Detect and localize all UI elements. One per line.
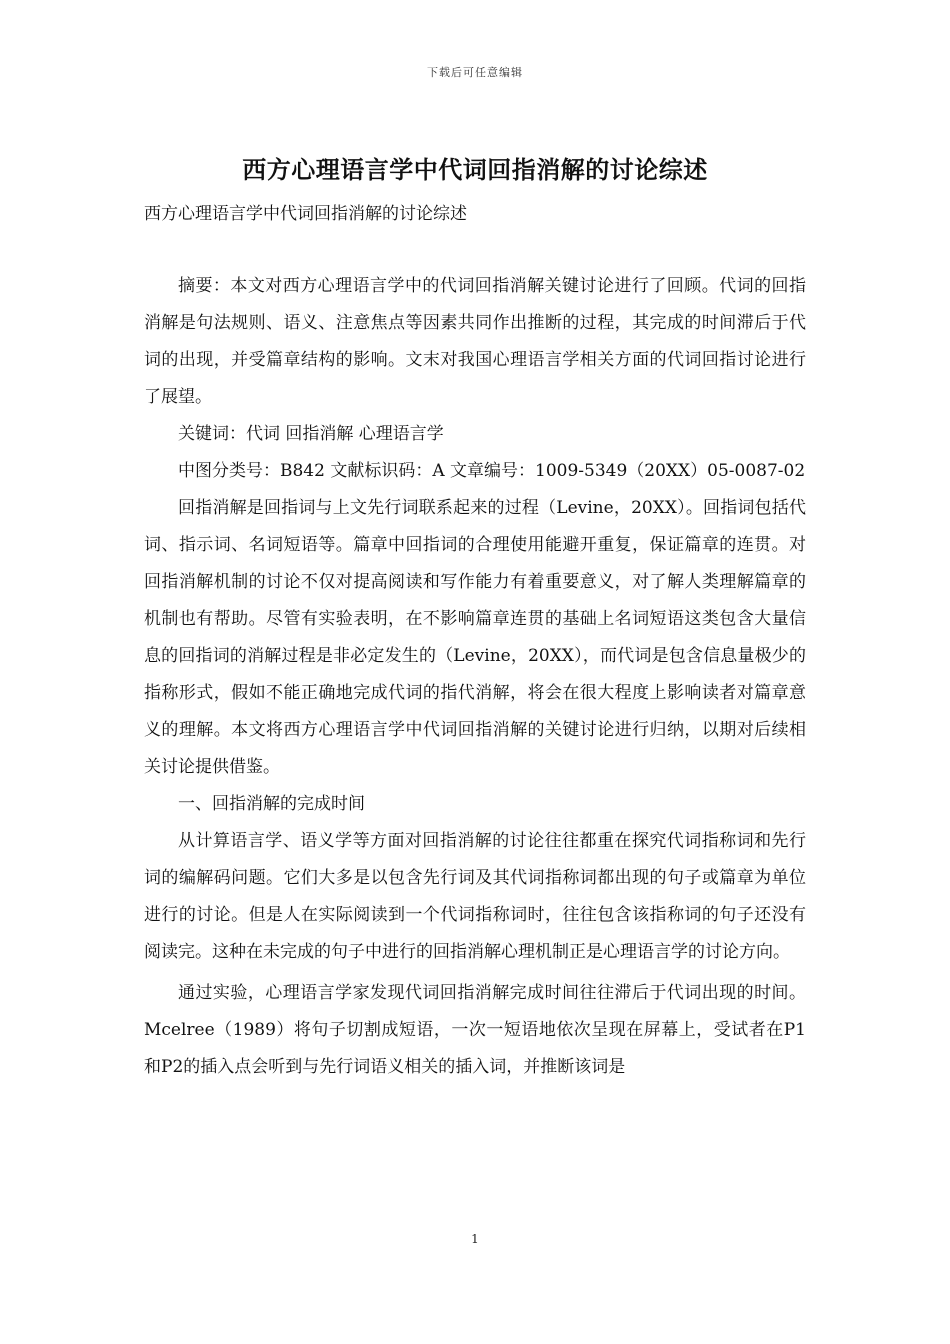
- document-title: 西方心理语言学中代词回指消解的讨论综述: [242, 155, 708, 184]
- header-note: 下载后可任意编辑: [427, 66, 523, 79]
- section-heading: 一、回指消解的完成时间: [178, 794, 365, 814]
- page-number: 1: [471, 1232, 479, 1246]
- intro-paragraph: 回指消解是回指词与上文先行词联系起来的过程（Levine，20XX）。回指词包括代词、指示词、名词短语等。篇章中回指词的合理使用能避开重复，保证篇章的连贯。对回指消解机制的讨论不仅对提高阅读和写作能力有着重要意义，对了解人类理解篇章的机制也有帮助。尽管有实验表明，在不影响篇章连贯的基础上名词短语这类包含大量信息的回指词的消解过程是非必定发生的（Levine，20XX），而代词是包含信息量极少的指称形式，假如不能正确地完成代词的指代消解，将会在很大程度上影响读者对篇章意义的理解。本文将西方心理语言学中代词回指消解的关键讨论进行归纳，以期对后续相关讨论提供借鉴。: [144, 498, 806, 777]
- keywords-line: 关键词：代词 回指消解 心理语言学: [178, 424, 444, 444]
- classification-line: 中图分类号：B842 文献标识码：A 文章编号：1009-5349（20XX）05-0087-02: [178, 461, 806, 481]
- document-subtitle: 西方心理语言学中代词回指消解的讨论综述: [144, 204, 467, 224]
- body-paragraph: 从计算语言学、语义学等方面对回指消解的讨论往往都重在探究代词指称词和先行词的编解码问题。它们大多是以包含先行词及其代词指称词都出现的句子或篇章为单位进行的讨论。但是人在实际阅读到一个代词指称词时，往往包含该指称词的句子还没有阅读完。这种在未完成的句子中进行的回指消解心理机制正是心理语言学的讨论方向。: [144, 831, 806, 962]
- document-body: [144, 268, 806, 1086]
- abstract-paragraph: 摘要：本文对西方心理语言学中的代词回指消解关键讨论进行了回顾。代词的回指消解是句法规则、语义、注意焦点等因素共同作出推断的过程，其完成的时间滞后于代词的出现，并受篇章结构的影响。文末对我国心理语言学相关方面的代词回指讨论进行了展望。: [144, 276, 806, 407]
- body-paragraph: 通过实验，心理语言学家发现代词回指消解完成时间往往滞后于代词出现的时间。Mcelree（1989）将句子切割成短语，一次一短语地依次呈现在屏幕上，受试者在P1和P2的插入点会听到与先行词语义相关的插入词，并推断该词是: [144, 983, 806, 1077]
